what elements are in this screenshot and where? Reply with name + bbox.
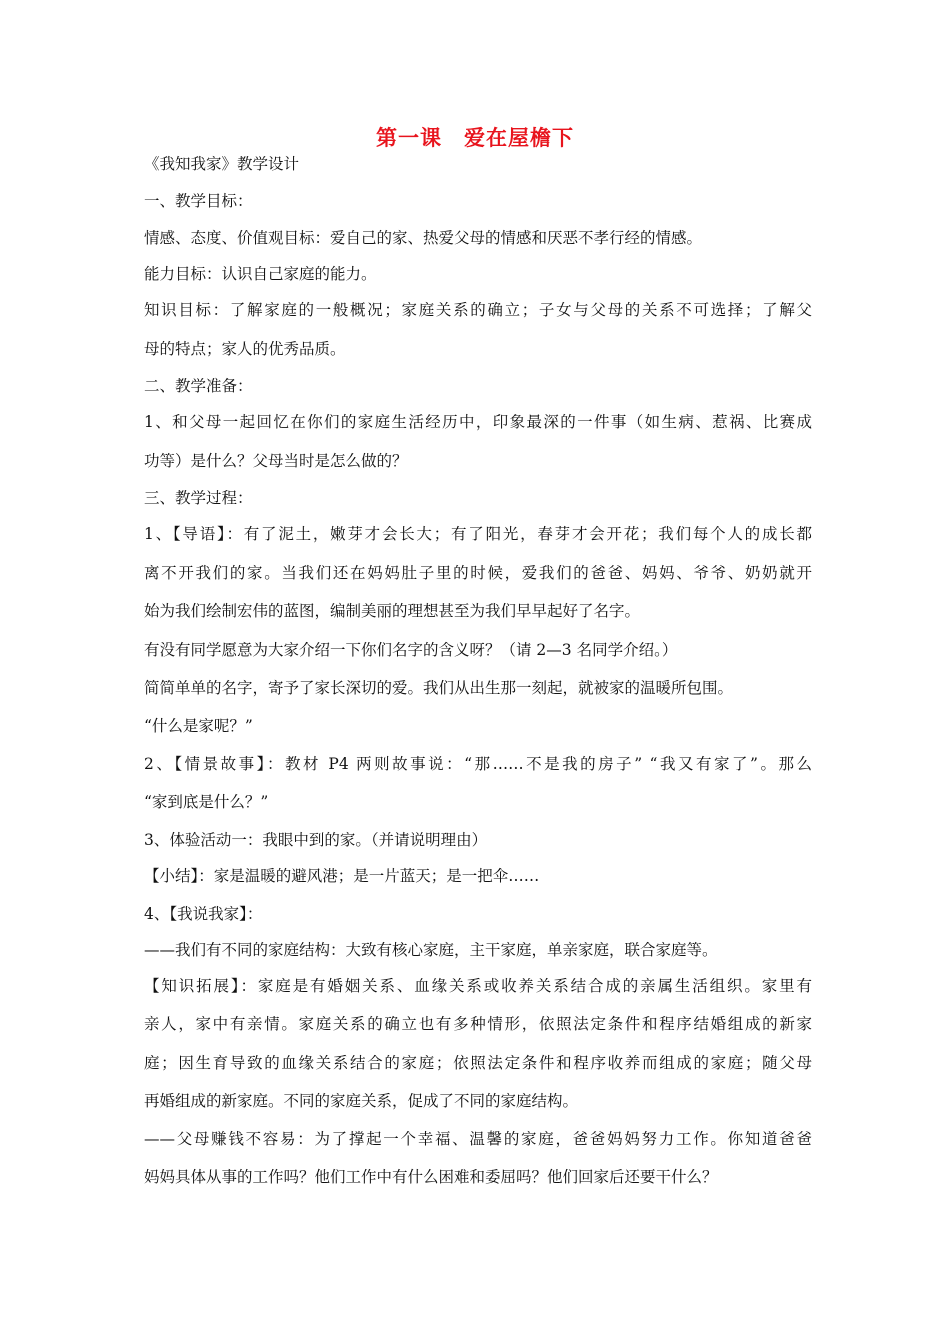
objective-emotion: 情感、态度、价值观目标：爱自己的家、热爱父母的情感和厌恶不孝行经的情感。 (144, 229, 703, 247)
preparation-line-1: 1、和父母一起回忆在你们的家庭生活经历中，印象最深的一件事（如生病、惹祸、比赛成 (144, 413, 812, 431)
process-intro-line-3: 始为我们绘制宏伟的蓝图，编制美丽的理想甚至为我们早早起好了名字。 (144, 602, 641, 620)
family-structure: ——我们有不同的家庭结构：大致有核心家庭，主干家庭，单亲家庭，联合家庭等。 (144, 941, 718, 959)
my-home-heading: 4、【我说我家】： (144, 905, 263, 923)
process-intro-line-2: 离不开我们的家。当我们还在妈妈肚子里的时候，爱我们的爸爸、妈妈、爷爷、奶奶就开 (144, 564, 812, 582)
what-is-home-question: “什么是家呢？” (144, 717, 253, 735)
summary: 【小结】：家是温暖的避风港；是一片蓝天；是一把伞…… (144, 867, 540, 885)
name-love-sentence: 简简单单的名字，寄予了家长深切的爱。我们从出生那一刻起，就被家的温暖所包围。 (144, 679, 734, 697)
activity-one: 3、体验活动一：我眼中到的家。（并请说明理由） (144, 831, 488, 849)
knowledge-extension-line-4: 再婚组成的新家庭。不同的家庭关系，促成了不同的家庭结构。 (144, 1092, 579, 1110)
process-intro-line-1: 1、【导语】：有了泥土，嫩芽才会长大；有了阳光，春芽才会开花；我们每个人的成长都 (144, 525, 812, 543)
parents-work-line-1: ——父母赚钱不容易：为了撑起一个幸福、温馨的家庭，爸爸妈妈努力工作。你知道爸爸 (144, 1130, 812, 1148)
objective-knowledge-line-2: 母的特点；家人的优秀品质。 (144, 340, 346, 358)
preparation-line-2: 功等）是什么？父母当时是怎么做的？ (144, 452, 408, 470)
lesson-title: 第一课 爱在屋檐下 (376, 126, 574, 150)
question-name-meaning: 有没有同学愿意为大家介绍一下你们名字的含义呀？（请 2—3 名同学介绍。） (144, 641, 678, 659)
story-line-1: 2、【情景故事】：教材 P4 两则故事说：“那……不是我的房子” “我又有家了”。那么 (144, 755, 812, 773)
parents-work-line-2: 妈妈具体从事的工作吗？他们工作中有什么困难和委屈吗？他们回家后还要干什么？ (144, 1168, 718, 1186)
objective-knowledge-line-1: 知识目标：了解家庭的一般概况；家庭关系的确立；子女与父母的关系不可选择；了解父 (144, 301, 812, 319)
section-heading-preparation: 二、教学准备： (144, 377, 253, 395)
section-heading-process: 三、教学过程： (144, 489, 253, 507)
knowledge-extension-line-3: 庭；因生育导致的血缘关系结合的家庭；依照法定条件和程序收养而组成的家庭；随父母 (144, 1054, 812, 1072)
knowledge-extension-line-1: 【知识拓展】：家庭是有婚姻关系、血缘关系或收养关系结合成的亲属生活组织。家里有 (144, 977, 812, 995)
story-line-2: “家到底是什么？” (144, 793, 269, 811)
knowledge-extension-line-2: 亲人，家中有亲情。家庭关系的确立也有多种情形，依照法定条件和程序结婚组成的新家 (144, 1015, 812, 1033)
section-heading-objectives: 一、教学目标： (144, 192, 253, 210)
subtitle: 《我知我家》教学设计 (144, 155, 300, 173)
objective-ability: 能力目标：认识自己家庭的能力。 (144, 265, 377, 283)
